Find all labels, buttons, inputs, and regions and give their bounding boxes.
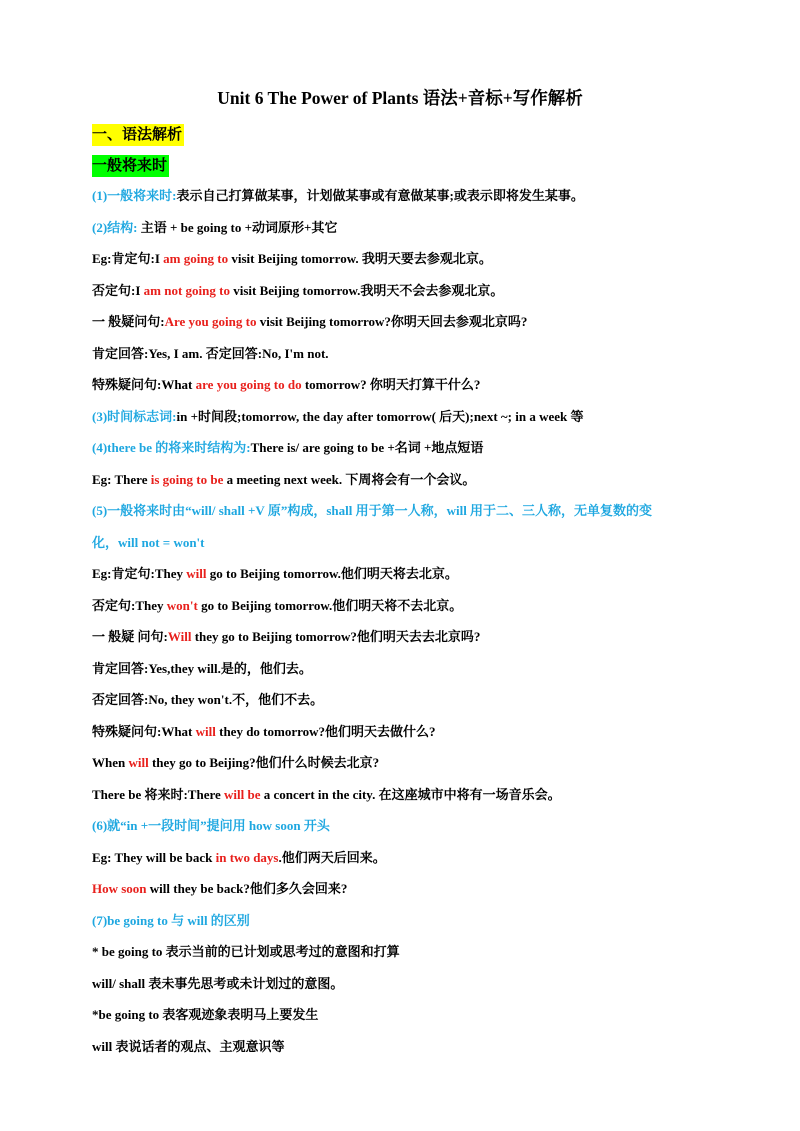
line-text: 否定回答:No, they won't.不，他们不去。 bbox=[92, 692, 324, 707]
text-line bbox=[92, 660, 312, 678]
line-text: will 表说话者的观点、主观意识等 bbox=[92, 1039, 285, 1054]
text-line bbox=[92, 849, 386, 867]
highlighted-phrase: are you going to do bbox=[195, 377, 302, 392]
text-line bbox=[92, 408, 584, 426]
text-line bbox=[92, 912, 250, 930]
line-text: visit Beijing tomorrow. 我明天要去参观北京。 bbox=[228, 251, 492, 266]
text-line bbox=[92, 754, 379, 772]
text-line bbox=[92, 534, 205, 552]
line-text: Eg: They will be back bbox=[92, 850, 216, 865]
highlighted-phrase: am going to bbox=[163, 251, 229, 266]
text-line bbox=[92, 376, 480, 394]
section-heading-text: 一、语法解析 bbox=[92, 124, 184, 146]
highlighted-phrase: Are you going to bbox=[164, 314, 257, 329]
text-line bbox=[92, 1006, 318, 1024]
text-line bbox=[92, 786, 561, 804]
page-title: Unit 6 The Power of Plants 语法+音标+写作解析 bbox=[217, 88, 583, 108]
line-text: When bbox=[92, 755, 129, 770]
text-line bbox=[92, 597, 462, 615]
rule-text: (1)一般将来时: bbox=[92, 188, 177, 203]
text-line bbox=[92, 439, 483, 457]
text-line bbox=[92, 880, 347, 898]
line-text: Eg:肯定句:I bbox=[92, 251, 164, 266]
line-text: 一 般疑 问句: bbox=[92, 629, 168, 644]
line-text: they do tomorrow?他们明天去做什么? bbox=[215, 724, 436, 739]
text-line bbox=[92, 219, 337, 237]
line-text: There be 将来时:There bbox=[92, 787, 225, 802]
rule-text: (7)be going to 与 will 的区别 bbox=[92, 913, 250, 928]
text-line bbox=[92, 975, 343, 993]
line-text: go to Beijing tomorrow.他们明天将去北京。 bbox=[206, 566, 458, 581]
highlighted-phrase: will be bbox=[224, 787, 261, 802]
text-line bbox=[92, 628, 480, 646]
text-line bbox=[92, 691, 323, 709]
line-text: There is/ are going to be +名词 +地点短语 bbox=[250, 440, 484, 455]
text-line bbox=[92, 1038, 284, 1056]
line-text: go to Beijing tomorrow.他们明天将不去北京。 bbox=[197, 598, 463, 613]
line-text: 特殊疑问句:What bbox=[92, 724, 196, 739]
rule-text: (5)一般将来时由“will/ shall +V 原”构成，shall 用于第一人称，will 用于二、三人称，无单复数的变 bbox=[92, 503, 653, 518]
text-line bbox=[92, 502, 652, 520]
line-text: they go to Beijing tomorrow?他们明天去去北京吗? bbox=[191, 629, 481, 644]
line-text: tomorrow? 你明天打算干什么? bbox=[301, 377, 481, 392]
line-text: Eg:肯定句:They bbox=[92, 566, 187, 581]
highlighted-phrase: is going to be bbox=[150, 472, 224, 487]
line-text: 主语 + be going to +动词原形+其它 bbox=[137, 220, 338, 235]
line-text: 表示自己打算做某事，计划做某事或有意做某事;或表示即将发生某事。 bbox=[176, 188, 584, 203]
highlighted-phrase: am not going to bbox=[143, 283, 230, 298]
highlighted-phrase: will bbox=[186, 566, 207, 581]
line-text: will they be back?他们多久会回来? bbox=[146, 881, 348, 896]
text-line bbox=[92, 313, 527, 331]
line-text: they go to Beijing?他们什么时候去北京? bbox=[148, 755, 380, 770]
highlighted-phrase: will bbox=[195, 724, 216, 739]
text-line bbox=[92, 723, 436, 741]
text-line bbox=[92, 943, 400, 961]
rule-text: (6)就“in +一段时间”提问用 how soon 开头 bbox=[92, 818, 330, 833]
text-line bbox=[92, 817, 330, 835]
text-line bbox=[92, 565, 458, 583]
line-text: 特殊疑问句:What bbox=[92, 377, 196, 392]
text-line bbox=[92, 250, 492, 268]
text-line bbox=[92, 471, 475, 489]
line-text: 否定句:I bbox=[92, 283, 144, 298]
line-text: visit Beijing tomorrow?你明天回去参观北京吗? bbox=[256, 314, 528, 329]
section-heading bbox=[92, 124, 184, 146]
highlighted-phrase: Will bbox=[167, 629, 192, 644]
rule-text: 化，will not = won't bbox=[92, 535, 205, 550]
line-text: .他们两天后回来。 bbox=[278, 850, 386, 865]
line-text: 一 般疑问句: bbox=[92, 314, 165, 329]
text-line bbox=[92, 345, 329, 363]
text-line bbox=[92, 282, 503, 300]
line-text: Eg: There bbox=[92, 472, 151, 487]
line-text: a meeting next week. 下周将会有一个会议。 bbox=[223, 472, 476, 487]
topic-heading-text: 一般将来时 bbox=[92, 155, 169, 177]
highlighted-phrase: in two days bbox=[215, 850, 279, 865]
rule-text: (4)there be 的将来时结构为: bbox=[92, 440, 251, 455]
topic-heading bbox=[92, 155, 169, 177]
rule-text: (3)时间标志词: bbox=[92, 409, 177, 424]
highlighted-phrase: won't bbox=[166, 598, 198, 613]
highlighted-phrase: will bbox=[128, 755, 149, 770]
line-text: will/ shall 表未事先思考或未计划过的意图。 bbox=[92, 976, 344, 991]
line-text: 否定句:They bbox=[92, 598, 167, 613]
line-text: in +时间段;tomorrow, the day after tomorrow( 后天);next ~; in a week 等 bbox=[176, 409, 584, 424]
line-text: *be going to 表客观迹象表明马上要发生 bbox=[92, 1007, 319, 1022]
highlighted-phrase: How soon bbox=[92, 881, 147, 896]
line-text: 肯定回答:Yes, I am. 否定回答:No, I'm not. bbox=[92, 346, 329, 361]
line-text: * be going to 表示当前的已计划或思考过的意图和打算 bbox=[92, 944, 400, 959]
rule-text: (2)结构: bbox=[92, 220, 138, 235]
line-text: 肯定回答:Yes,they will.是的，他们去。 bbox=[92, 661, 312, 676]
line-text: visit Beijing tomorrow.我明天不会去参观北京。 bbox=[229, 283, 504, 298]
text-line bbox=[92, 187, 584, 205]
line-text: a concert in the city. 在这座城市中将有一场音乐会。 bbox=[260, 787, 561, 802]
